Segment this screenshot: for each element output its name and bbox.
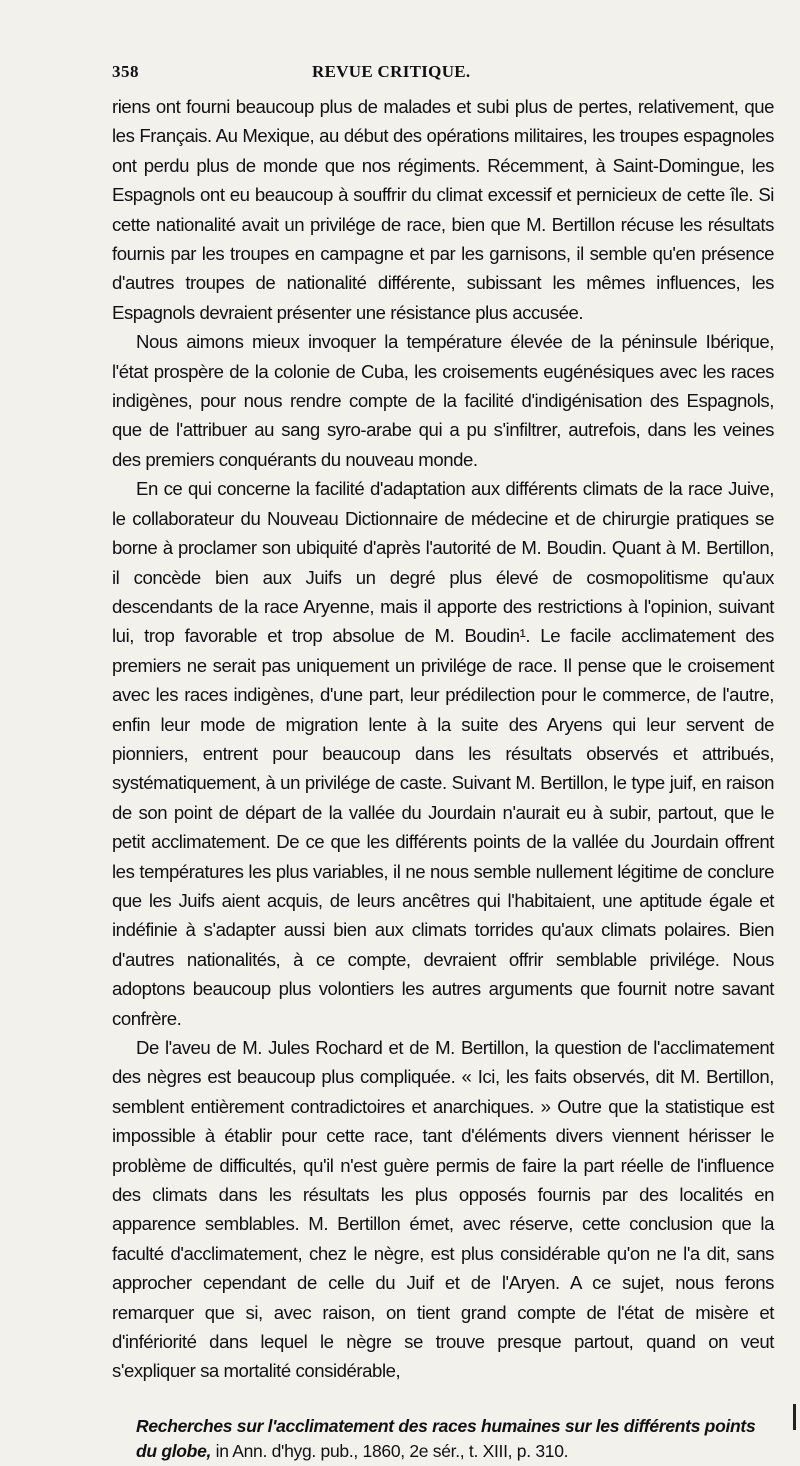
paragraph-1: riens ont fourni beaucoup plus de malades et subi plus de pertes, relativement, que les Français. Au Mexique, au début des opérations militaires, les troupes espagnoles ont perdu plus de monde que nos régiments. Récemment, à Saint-Domingue, les Espagnols ont eu beaucoup à souffrir du climat excessif et pernicieux de cette île. Si cette nationalité avait un privilége de race, bien que M. Bertillon récuse les résultats fournis par les troupes en campagne et par les garnisons, il semble qu'en présence d'autres troupes de nationalité différente, subissant les mêmes influences, les Espagnols devraient présenter une résistance plus accusée. bbox=[112, 96, 774, 323]
paragraph-3: En ce qui concerne la facilité d'adaptation aux différents climats de la race Juive, le collaborateur du Nouveau Dictionnaire de médecine et de chirurgie pratiques se borne à proclamer son ubiquité d'après l'autorité de M. Boudin. Quant à M. Bertillon, il concède bien aux Juifs un degré plus élevé de cosmopolitisme qu'aux descendants de la race Aryenne, mais il apporte des restrictions à l'opinion, suivant lui, trop favorable et trop absolue de M. Boudin¹. Le facile acclimatement des premiers ne serait pas uniquement un privilége de race. Il pense que le croisement avec les races indigènes, d'une part, leur prédilection pour le commerce, de l'autre, enfin leur mode de migration lente à la suite des Aryens qui leur servent de pionniers, entrent pour beaucoup dans les résultats observés et attribués, systématiquement, à un privilége de caste. Suivant M. Bertillon, le type juif, en raison de son point de départ de la vallée du Jourdain n'aurait eu à subir, partout, que le petit acclimatement. De ce que les différents points de la vallée du Jourdain offrent les températures les plus variables, il ne nous semble nullement légitime de conclure que les Juifs aient acquis, de leurs ancêtres qui l'habitaient, une aptitude égale et indéfinie à s'adapter aussi bien aux climats torrides qu'aux climats polaires. Bien d'autres nationalités, à ce compte, devraient offrir semblable privilége. Nous adoptons beaucoup plus volontiers les autres arguments que fournit notre savant confrère. bbox=[112, 478, 774, 1029]
paragraph-4: De l'aveu de M. Jules Rochard et de M. Bertillon, la question de l'acclimatement des nègres est beaucoup plus compliquée. « Ici, les faits observés, dit M. Bertillon, semblent entièrement contradictoires et anarchiques. » Outre que la statistique est impossible à établir pour cette race, tant d'éléments divers viennent hérisser le problème de difficultés, qu'il n'est guère permis de faire la part réelle de l'influence des climats dans les résultats les plus opposés fournis par des localités en apparence semblables. M. Bertillon émet, avec réserve, cette conclusion que la faculté d'acclimatement, chez le nègre, est plus considérable qu'on ne l'a dit, sans approcher cependant de celle du Juif et de l'Aryen. A ce sujet, nous ferons remarquer que si, avec raison, on tient grand compte de l'état de misère et d'infériorité dans lequel le nègre se trouve presque partout, quand on veut s'expliquer sa mortalité considérable, bbox=[112, 1037, 774, 1382]
footnote bbox=[112, 1414, 774, 1464]
paragraph-2: Nous aimons mieux invoquer la température élevée de la péninsule Ibérique, l'état prospère de la colonie de Cuba, les croisements eugénésiques avec les races indigènes, pour nous rendre compte de la facilité d'indigénisation des Espagnols, que de l'attribuer au sang syro-arabe qui a pu s'infiltrer, autrefois, dans les veines des premiers conquérants du nouveau monde. bbox=[112, 331, 774, 470]
body-text bbox=[112, 92, 774, 1386]
footnote-spacer bbox=[112, 1386, 774, 1414]
footnote-title: Recherches sur l'acclimatement des races humaines sur les différents points du globe, bbox=[136, 1415, 756, 1461]
page-number: 358 bbox=[112, 62, 139, 81]
page-edge-mark bbox=[793, 1404, 796, 1430]
page-header bbox=[112, 62, 774, 92]
footnote-citation: in Ann. d'hyg. pub., 1860, 2e sér., t. XIII, p. 310. bbox=[211, 1440, 569, 1461]
running-title: REVUE CRITIQUE. bbox=[312, 62, 471, 81]
